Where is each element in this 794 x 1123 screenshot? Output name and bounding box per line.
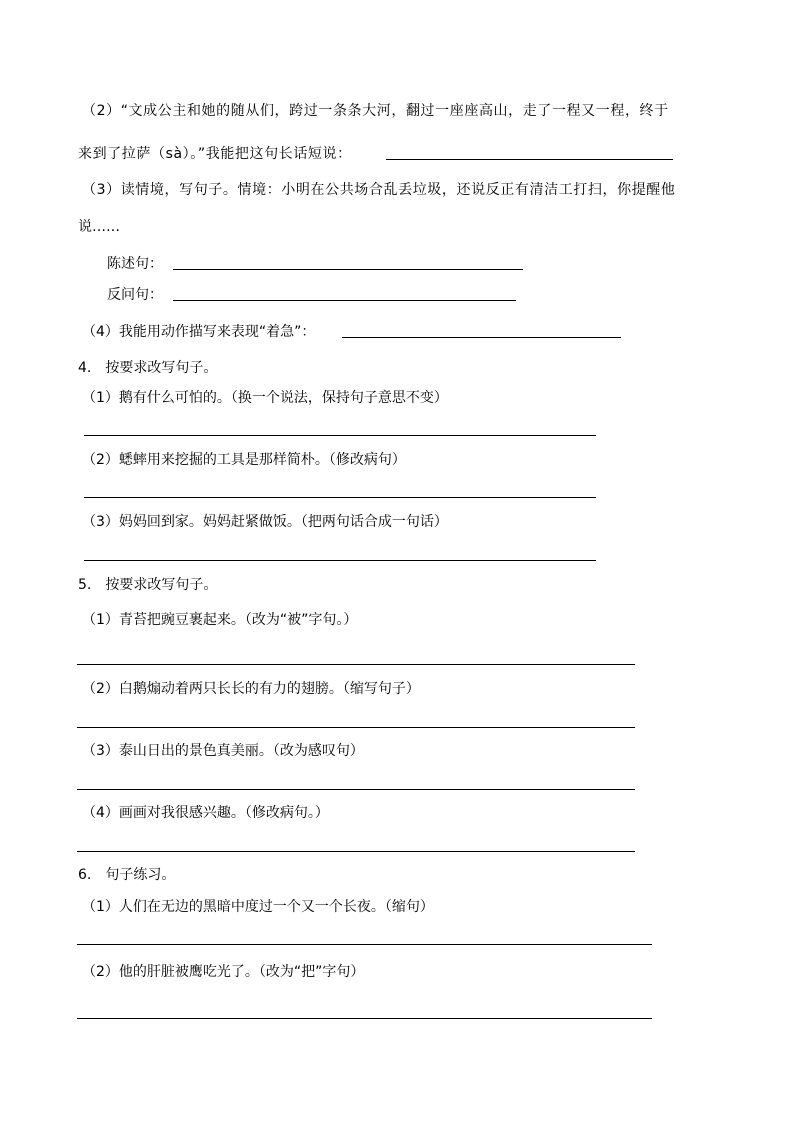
q6-item-2-answer-line[interactable] — [77, 1018, 652, 1019]
q4-item-3: （3）妈妈回到家。妈妈赶紧做饭。（把两句话合成一句话） — [82, 514, 448, 530]
q5-item-1-answer-line[interactable] — [77, 664, 635, 665]
q5-title: 5. 按要求改写句子。 — [78, 577, 218, 593]
q3-item-4: （4）我能用动作描写来表现“着急”： — [82, 324, 316, 340]
q4-item-1: （1）鹅有什么可怕的。（换一个说法，保持句子意思不变） — [82, 390, 448, 406]
q5-item-4: （4）画画对我很感兴趣。（修改病句。） — [82, 805, 329, 821]
q4-item-1-answer-line[interactable] — [84, 435, 596, 436]
q6-item-1: （1）人们在无边的黑暗中度过一个又一个长夜。（缩句） — [82, 899, 434, 915]
q5-item-3: （3）泰山日出的景色真美丽。（改为感叹句） — [82, 743, 364, 759]
rhetorical-question-answer-line[interactable] — [173, 300, 516, 301]
q3-item-2-line-1: （2）“文成公主和她的随从们，跨过一条条大河，翻过一座座高山，走了一程又一程，终于 — [82, 103, 669, 119]
q3-item-2-answer-line[interactable] — [386, 159, 673, 160]
declarative-sentence-answer-line[interactable] — [173, 269, 523, 270]
q3-item-3-line-2: 说…… — [78, 219, 120, 235]
q5-item-2-answer-line[interactable] — [77, 727, 635, 728]
q4-title: 4. 按要求改写句子。 — [78, 360, 218, 376]
q3-item-3-line-1: （3）读情境，写句子。情境：小明在公共场合乱丢垃圾，还说反正有清洁工打扫，你提醒他 — [82, 182, 676, 198]
q4-item-2-answer-line[interactable] — [84, 497, 596, 498]
q5-item-1: （1）青苔把豌豆裹起来。（改为“被”字句。） — [82, 612, 358, 628]
q5-item-4-answer-line[interactable] — [77, 851, 635, 852]
q6-title: 6. 句子练习。 — [78, 867, 176, 883]
q5-item-2: （2）白鹅煽动着两只长长的有力的翅膀。（缩写句子） — [82, 681, 420, 697]
q3-item-4-answer-line[interactable] — [342, 337, 621, 338]
rhetorical-question-label: 反问句： — [107, 287, 163, 303]
q5-item-3-answer-line[interactable] — [77, 789, 635, 790]
q6-item-2: （2）他的肝脏被鹰吃光了。（改为“把”字句） — [82, 964, 365, 980]
q4-item-2: （2）蟋蟀用来挖掘的工具是那样简朴。（修改病句） — [82, 452, 406, 468]
q4-item-3-answer-line[interactable] — [84, 560, 596, 561]
declarative-sentence-label: 陈述句： — [107, 256, 163, 272]
q3-item-2-line-2: 来到了拉萨（sà）。”我能把这句长话短说： — [78, 146, 352, 162]
q6-item-1-answer-line[interactable] — [77, 944, 652, 945]
